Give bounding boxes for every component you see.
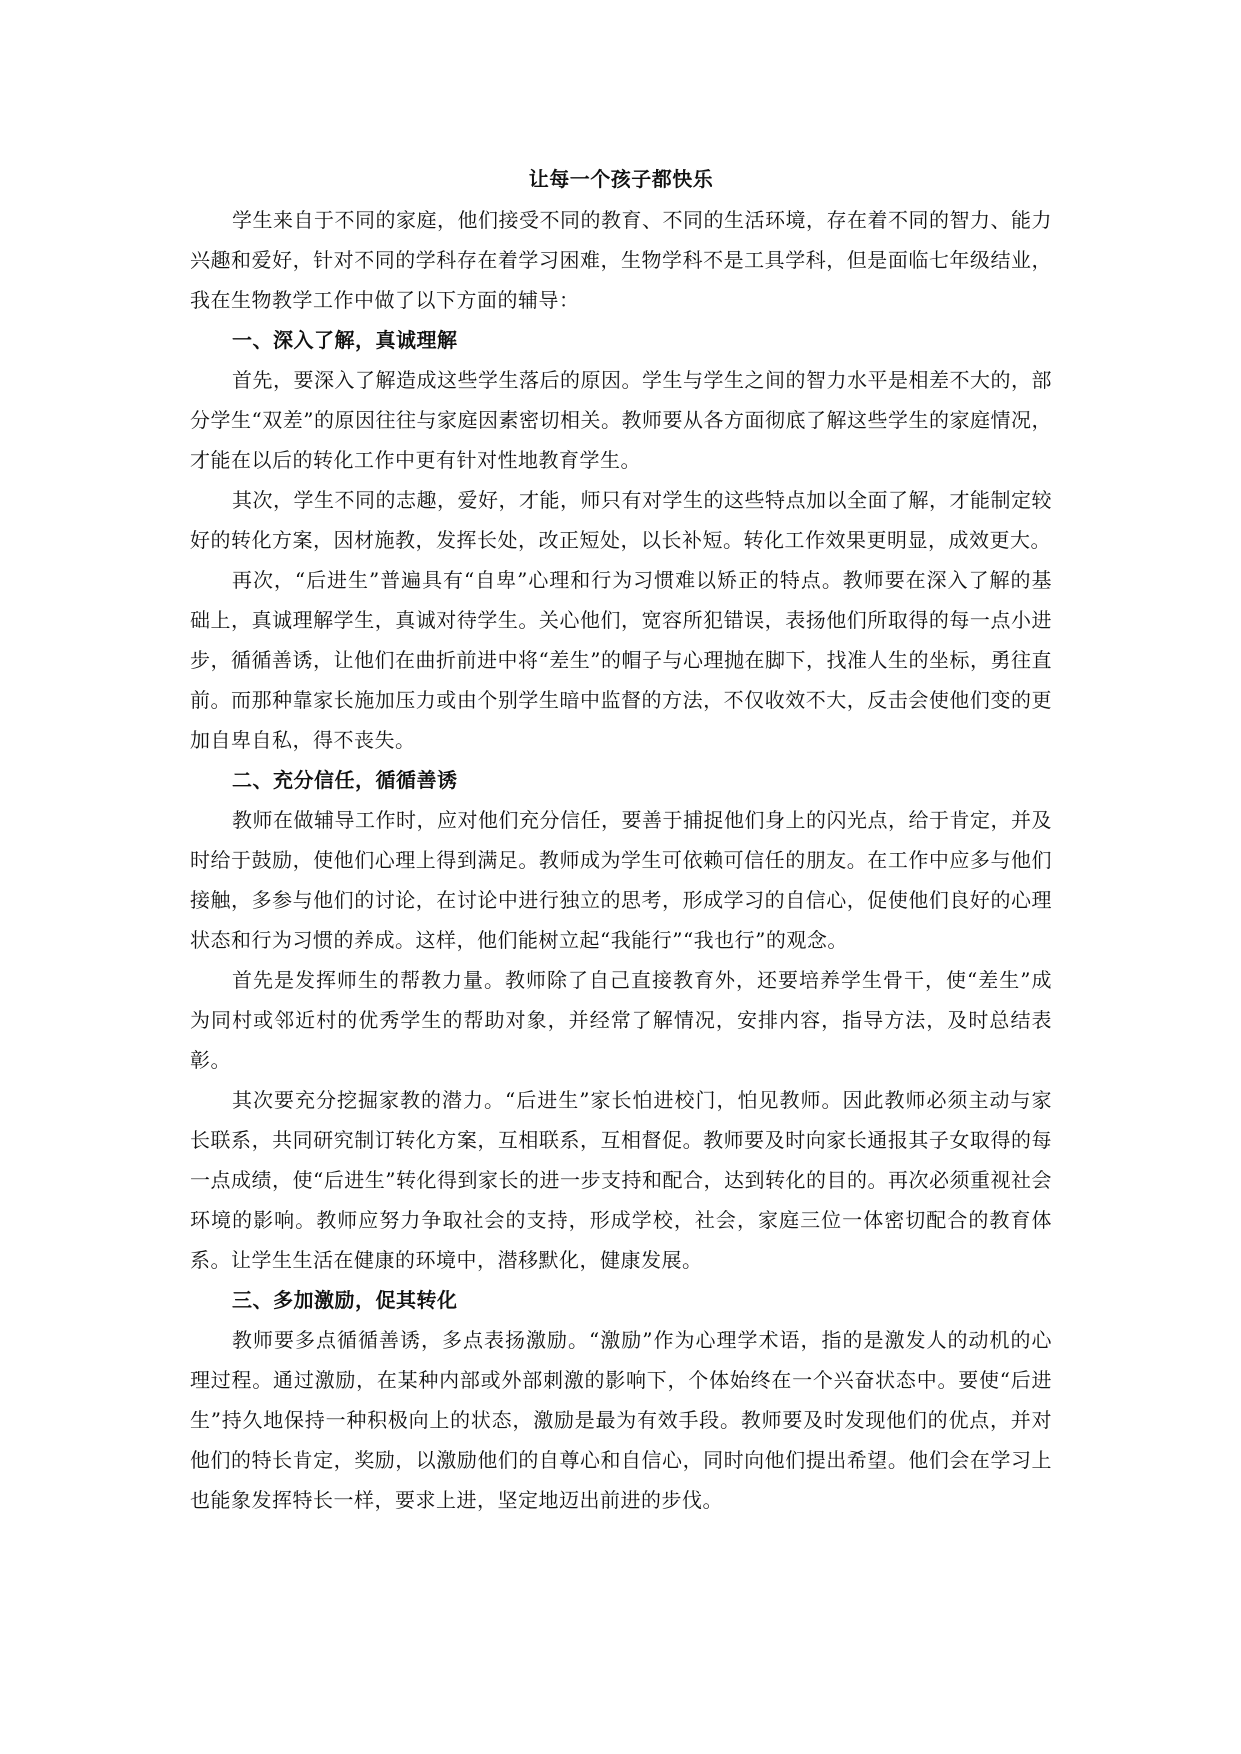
section-heading-2: 二、充分信任，循循善诱	[232, 768, 458, 792]
paragraph: 首先，要深入了解造成这些学生落后的原因。学生与学生之间的智力水平是相差不大的，部分学生“双差”的原因往往与家庭因素密切相关。教师要从各方面彻底了解这些学生的家庭情况，才能在以后的转化工作中更有针对性地教育学生。	[190, 368, 1052, 472]
section-heading-3: 三、多加激励，促其转化	[232, 1288, 458, 1312]
section-heading-1: 一、深入了解，真诚理解	[232, 328, 458, 352]
paragraph: 教师要多点循循善诱，多点表扬激励。“激励”作为心理学术语，指的是激发人的动机的心理过程。通过激励，在某种内部或外部刺激的影响下，个体始终在一个兴奋状态中。要使“后进生”持久地保持一种积极向上的状态，激励是最为有效手段。教师要及时发现他们的优点，并对他们的特长肯定，奖励，以激励他们的自尊心和自信心，同时向他们提出希望。他们会在学习上也能象发挥特长一样，要求上进，坚定地迈出前进的步伐。	[190, 1328, 1052, 1512]
paragraph: 再次，“后进生”普遍具有“自卑”心理和行为习惯难以矫正的特点。教师要在深入了解的基础上，真诚理解学生，真诚对待学生。关心他们，宽容所犯错误，表扬他们所取得的每一点小进步，循循善诱，让他们在曲折前进中将“差生”的帽子与心理抛在脚下，找准人生的坐标，勇往直前。而那种靠家长施加压力或由个别学生暗中监督的方法，不仅收效不大，反击会使他们变的更加自卑自私，得不丧失。	[190, 568, 1052, 752]
paragraph: 首先是发挥师生的帮教力量。教师除了自己直接教育外，还要培养学生骨干，使“差生”成为同村或邻近村的优秀学生的帮助对象，并经常了解情况，安排内容，指导方法，及时总结表彰。	[190, 968, 1052, 1072]
paragraph-intro: 学生来自于不同的家庭，他们接受不同的教育、不同的生活环境，存在着不同的智力、能力兴趣和爱好，针对不同的学科存在着学习困难，生物学科不是工具学科，但是面临七年级结业，我在生物教学工作中做了以下方面的辅导：	[190, 208, 1052, 312]
paragraph: 教师在做辅导工作时，应对他们充分信任，要善于捕捉他们身上的闪光点，给于肯定，并及时给于鼓励，使他们心理上得到满足。教师成为学生可依赖可信任的朋友。在工作中应多与他们接触，多参与他们的讨论，在讨论中进行独立的思考，形成学习的自信心，促使他们良好的心理状态和行为习惯的养成。这样，他们能树立起“我能行”“我也行”的观念。	[190, 808, 1052, 952]
paragraph: 其次，学生不同的志趣，爱好，才能，师只有对学生的这些特点加以全面了解，才能制定较好的转化方案，因材施教，发挥长处，改正短处，以长补短。转化工作效果更明显，成效更大。	[190, 488, 1052, 552]
document-page	[190, 162, 1052, 1520]
document-title: 让每一个孩子都快乐	[528, 167, 714, 191]
paragraph: 其次要充分挖掘家教的潜力。“后进生”家长怕进校门，怕见教师。因此教师必须主动与家长联系，共同研究制订转化方案，互相联系，互相督促。教师要及时向家长通报其子女取得的每一点成绩，使“后进生”转化得到家长的进一步支持和配合，达到转化的目的。再次必须重视社会环境的影响。教师应努力争取社会的支持，形成学校，社会，家庭三位一体密切配合的教育体系。让学生生活在健康的环境中，潜移默化，健康发展。	[190, 1088, 1052, 1272]
